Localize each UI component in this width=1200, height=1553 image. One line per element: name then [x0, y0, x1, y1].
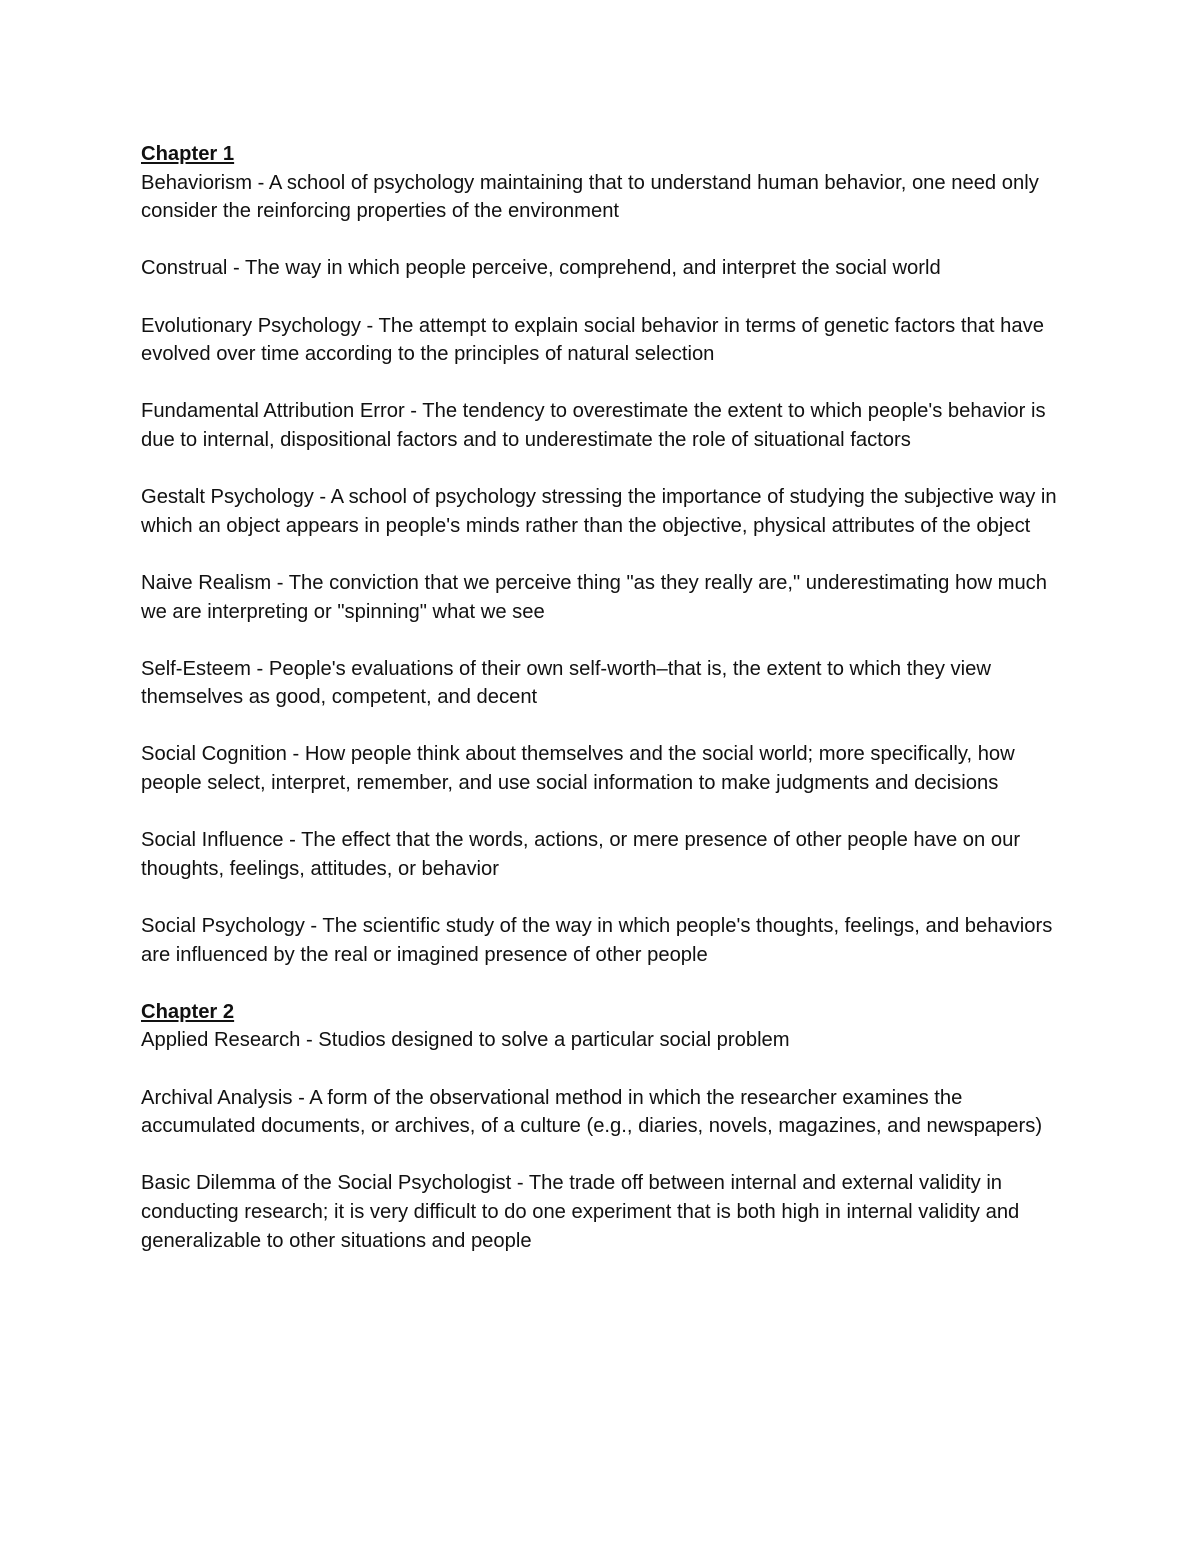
glossary-entry: Basic Dilemma of the Social Psychologist - The trade off between internal and external validity in conducting research; it is very difficult to do one experiment that is both high in internal validity and generalizable to other situations and people	[141, 1172, 1020, 1252]
glossary-entry: Fundamental Attribution Error - The tendency to overestimate the extent to which people's behavior is due to internal, dispositional factors and to underestimate the role of situational factors	[141, 400, 1046, 451]
glossary-entry: Social Psychology - The scientific study of the way in which people's thoughts, feelings, and behaviors are influenced by the real or imagined presence of other people	[141, 915, 1053, 966]
glossary-entry: Archival Analysis - A form of the observational method in which the researcher examines the accumulated documents, or archives, of a culture (e.g., diaries, novels, magazines, and newspapers)	[141, 1086, 1043, 1138]
glossary-entry: Evolutionary Psychology - The attempt to explain social behavior in terms of genetic factors that have evolved over time according to the principles of natural selection	[141, 314, 1044, 366]
glossary-entry: Construal - The way in which people perceive, comprehend, and interpret the social world	[141, 257, 941, 280]
chapter-2-section	[141, 998, 1071, 1255]
chapter-heading: Chapter 1	[141, 143, 235, 165]
glossary-entry: Applied Research - Studios designed to solve a particular social problem	[141, 1029, 790, 1052]
chapter-heading: Chapter 2	[141, 1000, 235, 1023]
glossary-entry: Gestalt Psychology - A school of psychology stressing the importance of studying the subjective way in which an object appears in people's minds rather than the objective, physical attributes of the object	[141, 486, 1057, 537]
document-page	[141, 140, 1071, 1284]
chapter-1-section	[141, 140, 1071, 969]
glossary-entry: Social Influence - The effect that the words, actions, or mere presence of other people have on our thoughts, feelings, attitudes, or behavior	[141, 829, 1021, 880]
glossary-entry: Self-Esteem - People's evaluations of their own self-worth–that is, the extent to which they view themselves as good, competent, and decent	[141, 657, 991, 709]
glossary-entry: Behaviorism - A school of psychology maintaining that to understand human behavior, one need only consider the reinforcing properties of the environment	[141, 171, 1039, 223]
glossary-entry: Social Cognition - How people think about themselves and the social world; more specifically, how people select, interpret, remember, and use social information to make judgments and decisions	[141, 743, 1015, 795]
glossary-entry: Naive Realism - The conviction that we perceive thing "as they really are," underestimating how much we are interpreting or "spinning" what we see	[141, 571, 1048, 623]
